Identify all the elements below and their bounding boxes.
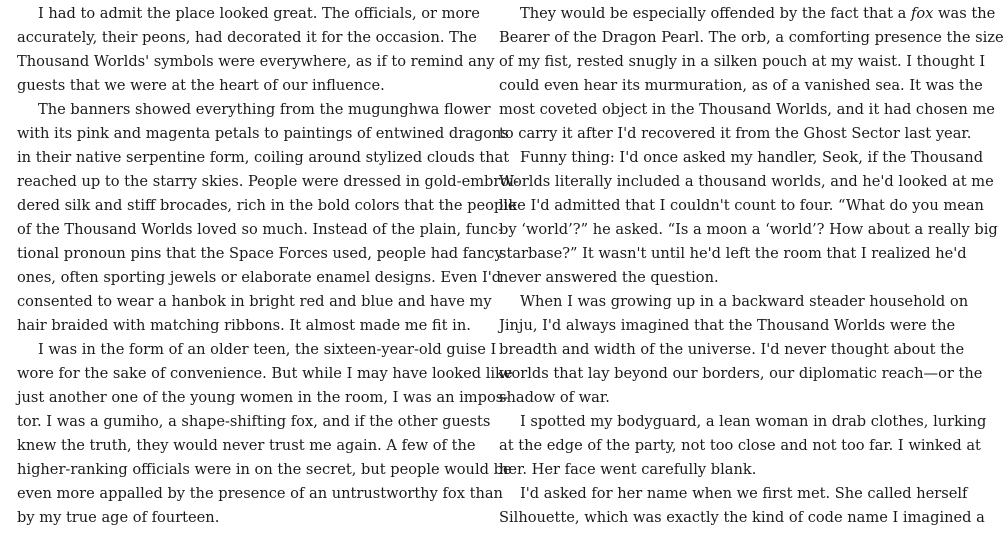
text-line: like I'd admitted that I couldn't count to four. “What do you mean <box>499 197 984 214</box>
text-line: I had to admit the place looked great. The officials, or more <box>38 5 480 22</box>
text-line: tor. I was a gumiho, a shape-shifting fox, and if the other guests <box>17 413 491 430</box>
text-line: to carry it after I'd recovered it from the Ghost Sector last year. <box>499 125 972 142</box>
text-line: wore for the sake of convenience. But while I may have looked like <box>17 365 513 382</box>
text-line: I was in the form of an older teen, the sixteen-year-old guise I <box>38 341 497 358</box>
text-line: with its pink and magenta petals to paintings of entwined dragons <box>17 125 509 142</box>
text-line: reached up to the starry skies. People were dressed in gold-embroi- <box>17 173 519 190</box>
text-line: dered silk and stiff brocades, rich in the bold colors that the people <box>17 197 517 214</box>
text-line: worlds that lay beyond our borders, our diplomatic reach—or the <box>499 365 983 382</box>
text-line: Silhouette, which was exactly the kind of code name I imagined a <box>499 509 985 526</box>
text-line: Jinju, I'd always imagined that the Thousand Worlds were the <box>499 317 956 334</box>
text-line: Funny thing: I'd once asked my handler, Seok, if the Thousand <box>520 149 984 166</box>
text-line: her. Her face went carefully blank. <box>499 461 757 478</box>
text-line: Bearer of the Dragon Pearl. The orb, a comforting presence the size <box>499 29 1004 46</box>
text-line: I'd asked for her name when we first met. She called herself <box>520 485 968 502</box>
text-line: breadth and width of the universe. I'd never thought about the <box>499 341 965 358</box>
text-line: of the Thousand Worlds loved so much. Instead of the plain, func- <box>17 221 504 238</box>
text-line: knew the truth, they would never trust me again. A few of the <box>17 437 476 454</box>
text-line: by my true age of fourteen. <box>17 509 220 526</box>
text-line: at the edge of the party, not too close and not too far. I winked at <box>499 437 981 454</box>
text-line: ones, often sporting jewels or elaborate enamel designs. Even I'd <box>17 269 502 286</box>
right-page <box>499 2 1004 530</box>
text-line: hair braided with matching ribbons. It almost made me fit in. <box>17 317 471 334</box>
text-line: Thousand Worlds' symbols were everywhere, as if to remind any <box>17 53 495 70</box>
emphasized-word: fox <box>910 5 934 22</box>
text-line: even more appalled by the presence of an untrustworthy fox than <box>17 485 503 502</box>
text-line: I spotted my bodyguard, a lean woman in drab clothes, lurking <box>520 413 987 430</box>
text-line: higher-ranking officials were in on the secret, but people would be <box>17 461 512 478</box>
text-line: tional pronoun pins that the Space Forces used, people had fancy <box>17 245 503 262</box>
text-line: just another one of the young women in the room, I was an impos- <box>17 389 509 406</box>
text-line: most coveted object in the Thousand Worlds, and it had chosen me <box>499 101 995 118</box>
text-line: by ‘world’?” he asked. “Is a moon a ‘world’? How about a really big <box>499 221 998 238</box>
text-line: consented to wear a hanbok in bright red and blue and have my <box>17 293 492 310</box>
text-line: could even hear its murmuration, as of a vanished sea. It was the <box>499 77 983 94</box>
text-segment: They would be especially offended by the fact that a <box>520 5 911 22</box>
text-line: The banners showed everything from the mugunghwa flower <box>38 101 491 118</box>
text-line: starbase?” It wasn't until he'd left the room that I realized he'd <box>499 245 967 262</box>
text-line: never answered the question. <box>499 269 719 286</box>
left-page <box>17 2 519 530</box>
text-line: shadow of war. <box>499 389 610 406</box>
text-line <box>499 2 996 26</box>
text-line: Worlds literally included a thousand worlds, and he'd looked at me <box>499 173 994 190</box>
text-line: guests that we were at the heart of our influence. <box>17 77 385 94</box>
text-line: When I was growing up in a backward steader household on <box>520 293 969 310</box>
text-line: in their native serpentine form, coiling around stylized clouds that <box>17 149 510 166</box>
text-line: accurately, their peons, had decorated it for the occasion. The <box>17 29 477 46</box>
text-segment: was the <box>933 5 996 22</box>
text-line: of my fist, rested snugly in a silken pouch at my waist. I thought I <box>499 53 986 70</box>
